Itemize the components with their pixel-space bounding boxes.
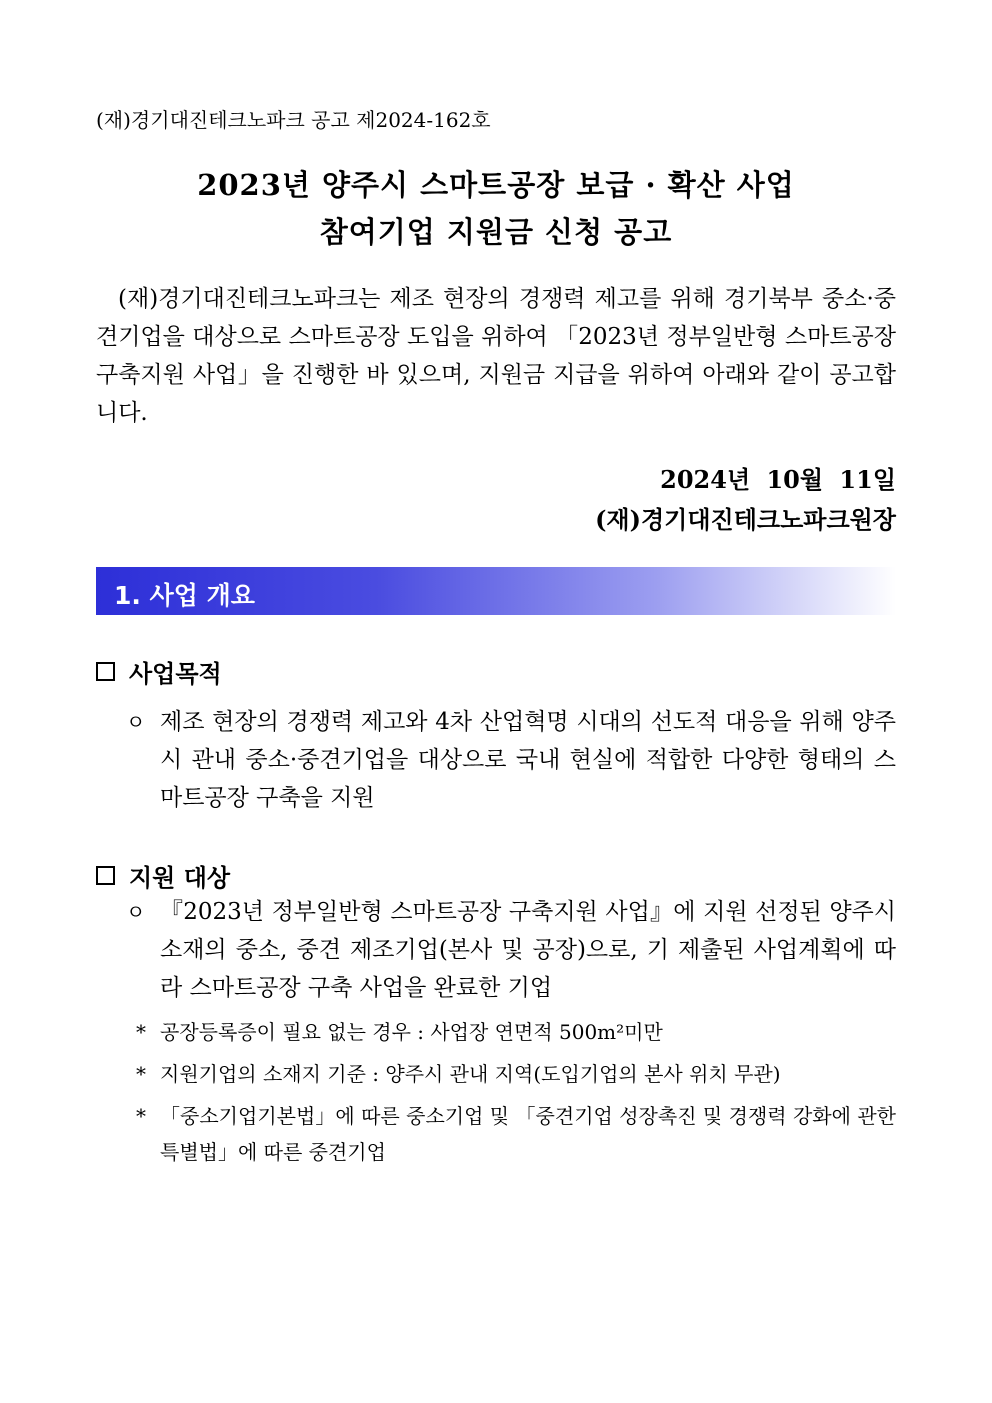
subheading-target — [96, 858, 230, 893]
subheading-purpose — [96, 654, 222, 689]
note-mark: * — [136, 1062, 146, 1086]
subheading-label: 지원 대상 — [129, 863, 231, 892]
issuer-name: (재)경기대진테크노파크원장 — [595, 505, 896, 534]
note-item — [136, 1014, 896, 1050]
checkbox-square-icon — [96, 662, 115, 681]
note-mark: * — [136, 1020, 146, 1044]
bullet-mark: ㅇ — [126, 710, 146, 734]
bullet-mark: ㅇ — [126, 900, 146, 924]
note-mark: * — [136, 1104, 146, 1128]
note-text: 「중소기업기본법」에 따른 중소기업 및 「중견기업 성장촉진 및 경쟁력 강화에 관한 특별법」에 따른 중견기업 — [160, 1104, 896, 1164]
note-item — [136, 1056, 896, 1092]
target-bullet — [126, 893, 896, 1007]
purpose-bullet — [126, 703, 896, 817]
document-number: (재)경기대진테크노파크 공고 제2024-162호 — [96, 108, 491, 132]
intro-paragraph: (재)경기대진테크노파크는 제조 현장의 경쟁력 제고를 위해 경기북부 중소·중견기업을 대상으로 스마트공장 도입을 위하여 「2023년 정부일반형 스마트공장 구축지원 사업」을 진행한 바 있으며, 지원금 지급을 위하여 아래와 같이 공고합니다. — [96, 286, 896, 426]
purpose-text: 제조 현장의 경쟁력 제고와 4차 산업혁명 시대의 선도적 대응을 위해 양주시 관내 중소·중견기업을 대상으로 국내 현실에 적합한 다양한 형태의 스마트공장 구축을 지원 — [160, 709, 896, 811]
note-item — [136, 1098, 896, 1170]
note-text: 지원기업의 소재지 기준 : 양주시 관내 지역(도입기업의 본사 위치 무관) — [160, 1062, 781, 1086]
section-header-bar — [96, 567, 896, 615]
section-title: 1. 사업 개요 — [114, 581, 255, 610]
subheading-label: 사업목적 — [129, 659, 222, 688]
announcement-date: 2024년 10월 11일 — [660, 465, 896, 494]
checkbox-square-icon — [96, 866, 115, 885]
page-title-line-2: 참여기업 지원금 신청 공고 — [319, 215, 673, 249]
target-text: 『2023년 정부일반형 스마트공장 구축지원 사업』에 지원 선정된 양주시 소재의 중소, 중견 제조기업(본사 및 공장)으로, 기 제출된 사업계획에 따라 스마트공장 구축 사업을 완료한 기업 — [160, 899, 896, 1001]
note-text: 공장등록증이 필요 없는 경우 : 사업장 연면적 500m²미만 — [160, 1020, 663, 1044]
page-title-line-1: 2023년 양주시 스마트공장 보급 · 확산 사업 — [197, 168, 795, 202]
